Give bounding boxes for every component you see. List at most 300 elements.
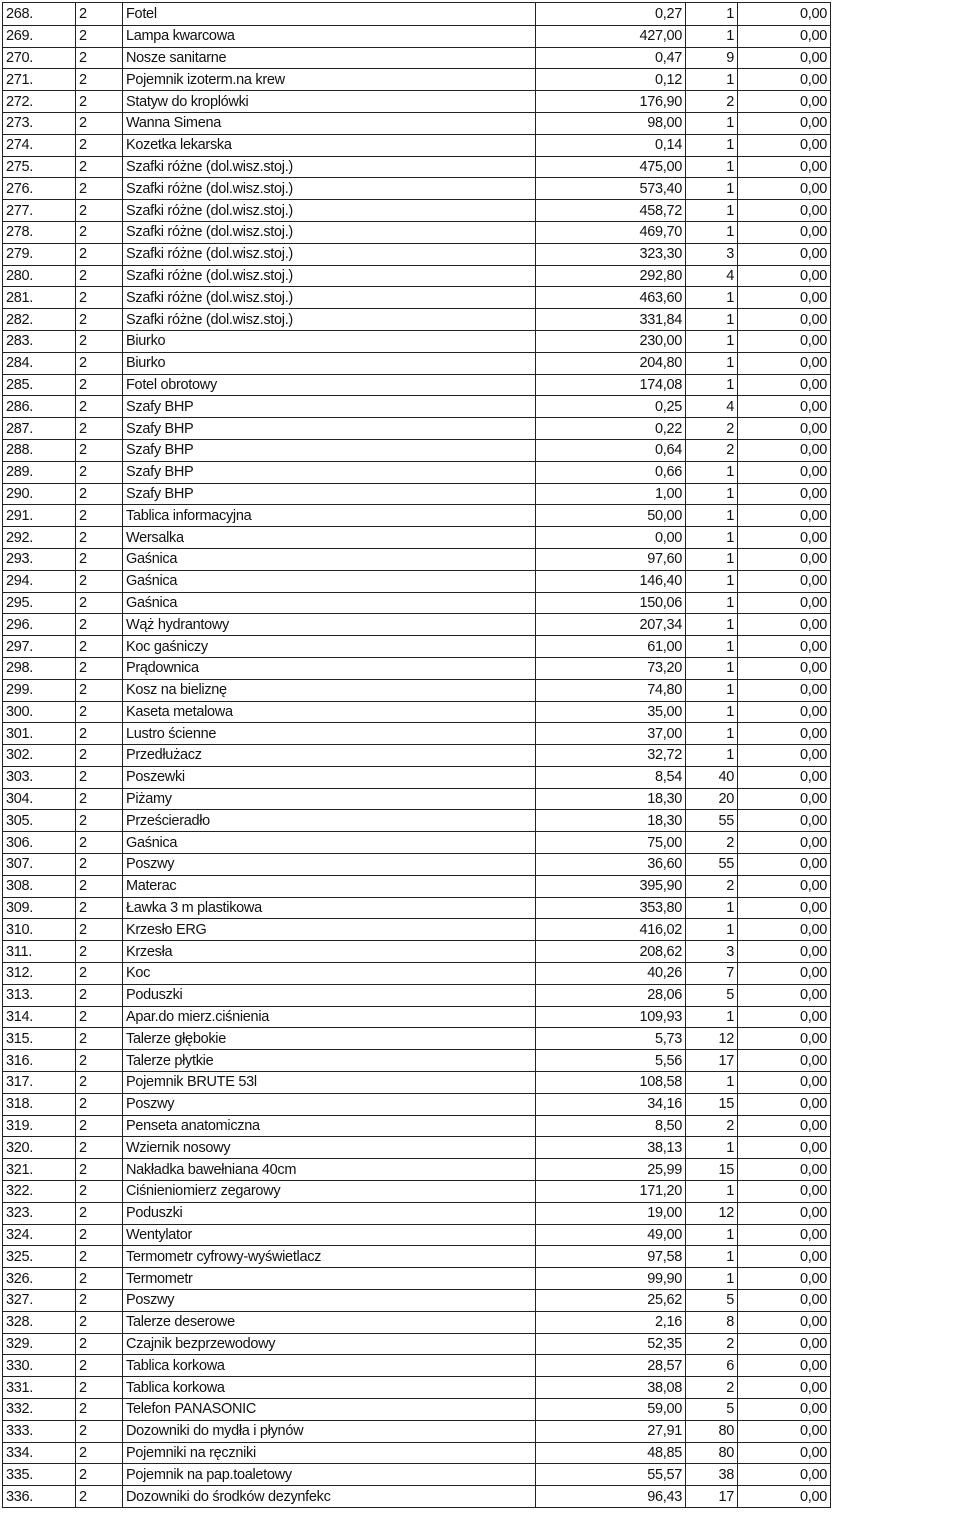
row-number-cell: 331. <box>3 1377 76 1399</box>
group-cell: 2 <box>76 1181 123 1203</box>
unit-value-cell: 59,00 <box>536 1399 686 1421</box>
total-value-cell: 0,00 <box>738 47 831 69</box>
total-value-cell: 0,00 <box>738 1224 831 1246</box>
item-name-cell: Tablica informacyjna <box>123 505 536 527</box>
unit-value-cell: 25,62 <box>536 1290 686 1312</box>
total-value-cell: 0,00 <box>738 1399 831 1421</box>
row-number-cell: 278. <box>3 221 76 243</box>
item-name-cell: Termometr <box>123 1268 536 1290</box>
row-number-cell: 306. <box>3 832 76 854</box>
group-cell: 2 <box>76 1028 123 1050</box>
quantity-cell: 1 <box>686 483 738 505</box>
row-number-cell: 330. <box>3 1355 76 1377</box>
total-value-cell: 0,00 <box>738 919 831 941</box>
item-name-cell: Talerze płytkie <box>123 1050 536 1072</box>
item-name-cell: Piżamy <box>123 788 536 810</box>
row-number-cell: 302. <box>3 745 76 767</box>
group-cell: 2 <box>76 1486 123 1508</box>
unit-value-cell: 8,50 <box>536 1115 686 1137</box>
unit-value-cell: 0,66 <box>536 461 686 483</box>
group-cell: 2 <box>76 1377 123 1399</box>
item-name-cell: Prądownica <box>123 657 536 679</box>
unit-value-cell: 176,90 <box>536 91 686 113</box>
item-name-cell: Nosze sanitarne <box>123 47 536 69</box>
table-row <box>3 309 831 331</box>
total-value-cell: 0,00 <box>738 1115 831 1137</box>
total-value-cell: 0,00 <box>738 832 831 854</box>
item-name-cell: Dozowniki do mydła i płynów <box>123 1420 536 1442</box>
unit-value-cell: 98,00 <box>536 112 686 134</box>
quantity-cell: 1 <box>686 309 738 331</box>
total-value-cell: 0,00 <box>738 112 831 134</box>
group-cell: 2 <box>76 1399 123 1421</box>
row-number-cell: 317. <box>3 1072 76 1094</box>
unit-value-cell: 19,00 <box>536 1202 686 1224</box>
unit-value-cell: 18,30 <box>536 788 686 810</box>
group-cell: 2 <box>76 570 123 592</box>
quantity-cell: 1 <box>686 636 738 658</box>
inventory-table <box>2 2 831 1508</box>
table-row <box>3 1137 831 1159</box>
group-cell: 2 <box>76 592 123 614</box>
group-cell: 2 <box>76 810 123 832</box>
row-number-cell: 301. <box>3 723 76 745</box>
total-value-cell: 0,00 <box>738 25 831 47</box>
quantity-cell: 15 <box>686 1093 738 1115</box>
quantity-cell: 1 <box>686 330 738 352</box>
group-cell: 2 <box>76 396 123 418</box>
quantity-cell: 1 <box>686 1137 738 1159</box>
unit-value-cell: 28,57 <box>536 1355 686 1377</box>
total-value-cell: 0,00 <box>738 657 831 679</box>
unit-value-cell: 427,00 <box>536 25 686 47</box>
group-cell: 2 <box>76 1093 123 1115</box>
table-row <box>3 69 831 91</box>
unit-value-cell: 292,80 <box>536 265 686 287</box>
item-name-cell: Gaśnica <box>123 592 536 614</box>
row-number-cell: 311. <box>3 941 76 963</box>
row-number-cell: 296. <box>3 614 76 636</box>
group-cell: 2 <box>76 1202 123 1224</box>
table-row <box>3 3 831 26</box>
total-value-cell: 0,00 <box>738 1333 831 1355</box>
unit-value-cell: 469,70 <box>536 221 686 243</box>
total-value-cell: 0,00 <box>738 1137 831 1159</box>
table-row <box>3 461 831 483</box>
item-name-cell: Prześcieradło <box>123 810 536 832</box>
item-name-cell: Termometr cyfrowy-wyświetlacz <box>123 1246 536 1268</box>
item-name-cell: Szafki różne (dol.wisz.stoj.) <box>123 200 536 222</box>
unit-value-cell: 74,80 <box>536 679 686 701</box>
unit-value-cell: 573,40 <box>536 178 686 200</box>
total-value-cell: 0,00 <box>738 592 831 614</box>
group-cell: 2 <box>76 1442 123 1464</box>
row-number-cell: 286. <box>3 396 76 418</box>
item-name-cell: Tablica korkowa <box>123 1377 536 1399</box>
row-number-cell: 290. <box>3 483 76 505</box>
table-row <box>3 1377 831 1399</box>
total-value-cell: 0,00 <box>738 1355 831 1377</box>
group-cell: 2 <box>76 221 123 243</box>
group-cell: 2 <box>76 418 123 440</box>
row-number-cell: 271. <box>3 69 76 91</box>
table-row <box>3 1311 831 1333</box>
quantity-cell: 1 <box>686 1246 738 1268</box>
group-cell: 2 <box>76 1050 123 1072</box>
item-name-cell: Statyw do kroplówki <box>123 91 536 113</box>
item-name-cell: Kaseta metalowa <box>123 701 536 723</box>
unit-value-cell: 0,47 <box>536 47 686 69</box>
table-row <box>3 1333 831 1355</box>
row-number-cell: 329. <box>3 1333 76 1355</box>
quantity-cell: 2 <box>686 1377 738 1399</box>
unit-value-cell: 331,84 <box>536 309 686 331</box>
unit-value-cell: 48,85 <box>536 1442 686 1464</box>
unit-value-cell: 0,00 <box>536 527 686 549</box>
group-cell: 2 <box>76 483 123 505</box>
total-value-cell: 0,00 <box>738 636 831 658</box>
total-value-cell: 0,00 <box>738 1377 831 1399</box>
item-name-cell: Poszewki <box>123 766 536 788</box>
quantity-cell: 1 <box>686 178 738 200</box>
row-number-cell: 275. <box>3 156 76 178</box>
total-value-cell: 0,00 <box>738 134 831 156</box>
item-name-cell: Lustro ścienne <box>123 723 536 745</box>
table-row <box>3 112 831 134</box>
table-row <box>3 1202 831 1224</box>
row-number-cell: 336. <box>3 1486 76 1508</box>
group-cell: 2 <box>76 897 123 919</box>
quantity-cell: 1 <box>686 745 738 767</box>
unit-value-cell: 34,16 <box>536 1093 686 1115</box>
quantity-cell: 5 <box>686 1290 738 1312</box>
group-cell: 2 <box>76 1420 123 1442</box>
total-value-cell: 0,00 <box>738 1006 831 1028</box>
total-value-cell: 0,00 <box>738 1246 831 1268</box>
unit-value-cell: 18,30 <box>536 810 686 832</box>
row-number-cell: 308. <box>3 875 76 897</box>
quantity-cell: 1 <box>686 352 738 374</box>
total-value-cell: 0,00 <box>738 1420 831 1442</box>
item-name-cell: Szafki różne (dol.wisz.stoj.) <box>123 287 536 309</box>
quantity-cell: 1 <box>686 1181 738 1203</box>
total-value-cell: 0,00 <box>738 1028 831 1050</box>
group-cell: 2 <box>76 1290 123 1312</box>
group-cell: 2 <box>76 505 123 527</box>
row-number-cell: 270. <box>3 47 76 69</box>
unit-value-cell: 1,00 <box>536 483 686 505</box>
unit-value-cell: 50,00 <box>536 505 686 527</box>
unit-value-cell: 109,93 <box>536 1006 686 1028</box>
item-name-cell: Czajnik bezprzewodowy <box>123 1333 536 1355</box>
row-number-cell: 273. <box>3 112 76 134</box>
unit-value-cell: 353,80 <box>536 897 686 919</box>
unit-value-cell: 40,26 <box>536 963 686 985</box>
group-cell: 2 <box>76 788 123 810</box>
group-cell: 2 <box>76 69 123 91</box>
quantity-cell: 5 <box>686 984 738 1006</box>
item-name-cell: Szafy BHP <box>123 483 536 505</box>
unit-value-cell: 0,12 <box>536 69 686 91</box>
unit-value-cell: 458,72 <box>536 200 686 222</box>
item-name-cell: Gaśnica <box>123 548 536 570</box>
unit-value-cell: 38,08 <box>536 1377 686 1399</box>
quantity-cell: 1 <box>686 461 738 483</box>
total-value-cell: 0,00 <box>738 178 831 200</box>
table-row <box>3 1181 831 1203</box>
row-number-cell: 319. <box>3 1115 76 1137</box>
row-number-cell: 305. <box>3 810 76 832</box>
total-value-cell: 0,00 <box>738 941 831 963</box>
row-number-cell: 280. <box>3 265 76 287</box>
quantity-cell: 1 <box>686 657 738 679</box>
row-number-cell: 274. <box>3 134 76 156</box>
table-row <box>3 788 831 810</box>
quantity-cell: 80 <box>686 1442 738 1464</box>
item-name-cell: Tablica korkowa <box>123 1355 536 1377</box>
quantity-cell: 1 <box>686 287 738 309</box>
table-row <box>3 657 831 679</box>
row-number-cell: 287. <box>3 418 76 440</box>
table-row <box>3 1464 831 1486</box>
quantity-cell: 1 <box>686 897 738 919</box>
item-name-cell: Szafy BHP <box>123 418 536 440</box>
quantity-cell: 1 <box>686 548 738 570</box>
item-name-cell: Fotel <box>123 3 536 26</box>
row-number-cell: 297. <box>3 636 76 658</box>
row-number-cell: 335. <box>3 1464 76 1486</box>
item-name-cell: Szafy BHP <box>123 439 536 461</box>
unit-value-cell: 174,08 <box>536 374 686 396</box>
row-number-cell: 294. <box>3 570 76 592</box>
quantity-cell: 1 <box>686 723 738 745</box>
table-row <box>3 221 831 243</box>
table-row <box>3 396 831 418</box>
table-row <box>3 1028 831 1050</box>
unit-value-cell: 5,56 <box>536 1050 686 1072</box>
row-number-cell: 309. <box>3 897 76 919</box>
item-name-cell: Poszwy <box>123 854 536 876</box>
row-number-cell: 326. <box>3 1268 76 1290</box>
item-name-cell: Wanna Simena <box>123 112 536 134</box>
unit-value-cell: 5,73 <box>536 1028 686 1050</box>
table-row <box>3 1486 831 1508</box>
item-name-cell: Wziernik nosowy <box>123 1137 536 1159</box>
unit-value-cell: 75,00 <box>536 832 686 854</box>
quantity-cell: 4 <box>686 396 738 418</box>
table-row <box>3 1442 831 1464</box>
table-row <box>3 1006 831 1028</box>
total-value-cell: 0,00 <box>738 679 831 701</box>
item-name-cell: Szafy BHP <box>123 461 536 483</box>
unit-value-cell: 0,64 <box>536 439 686 461</box>
group-cell: 2 <box>76 1311 123 1333</box>
total-value-cell: 0,00 <box>738 810 831 832</box>
quantity-cell: 2 <box>686 875 738 897</box>
row-number-cell: 283. <box>3 330 76 352</box>
item-name-cell: Krzesło ERG <box>123 919 536 941</box>
item-name-cell: Wąż hydrantowy <box>123 614 536 636</box>
quantity-cell: 1 <box>686 570 738 592</box>
total-value-cell: 0,00 <box>738 548 831 570</box>
group-cell: 2 <box>76 745 123 767</box>
row-number-cell: 295. <box>3 592 76 614</box>
row-number-cell: 327. <box>3 1290 76 1312</box>
unit-value-cell: 0,27 <box>536 3 686 26</box>
quantity-cell: 5 <box>686 1399 738 1421</box>
unit-value-cell: 25,99 <box>536 1159 686 1181</box>
unit-value-cell: 463,60 <box>536 287 686 309</box>
unit-value-cell: 108,58 <box>536 1072 686 1094</box>
row-number-cell: 324. <box>3 1224 76 1246</box>
total-value-cell: 0,00 <box>738 505 831 527</box>
quantity-cell: 40 <box>686 766 738 788</box>
total-value-cell: 0,00 <box>738 243 831 265</box>
row-number-cell: 289. <box>3 461 76 483</box>
table-row <box>3 178 831 200</box>
quantity-cell: 2 <box>686 1333 738 1355</box>
table-row <box>3 963 831 985</box>
table-row <box>3 1290 831 1312</box>
item-name-cell: Fotel obrotowy <box>123 374 536 396</box>
total-value-cell: 0,00 <box>738 1311 831 1333</box>
total-value-cell: 0,00 <box>738 766 831 788</box>
item-name-cell: Poduszki <box>123 1202 536 1224</box>
unit-value-cell: 0,22 <box>536 418 686 440</box>
row-number-cell: 279. <box>3 243 76 265</box>
total-value-cell: 0,00 <box>738 287 831 309</box>
table-row <box>3 243 831 265</box>
item-name-cell: Wentylator <box>123 1224 536 1246</box>
unit-value-cell: 208,62 <box>536 941 686 963</box>
total-value-cell: 0,00 <box>738 897 831 919</box>
quantity-cell: 2 <box>686 832 738 854</box>
total-value-cell: 0,00 <box>738 854 831 876</box>
group-cell: 2 <box>76 832 123 854</box>
total-value-cell: 0,00 <box>738 91 831 113</box>
total-value-cell: 0,00 <box>738 570 831 592</box>
group-cell: 2 <box>76 1268 123 1290</box>
item-name-cell: Szafki różne (dol.wisz.stoj.) <box>123 221 536 243</box>
row-number-cell: 300. <box>3 701 76 723</box>
quantity-cell: 1 <box>686 374 738 396</box>
group-cell: 2 <box>76 1333 123 1355</box>
quantity-cell: 1 <box>686 69 738 91</box>
quantity-cell: 1 <box>686 221 738 243</box>
group-cell: 2 <box>76 1137 123 1159</box>
item-name-cell: Talerze deserowe <box>123 1311 536 1333</box>
quantity-cell: 15 <box>686 1159 738 1181</box>
table-row <box>3 156 831 178</box>
unit-value-cell: 97,58 <box>536 1246 686 1268</box>
row-number-cell: 325. <box>3 1246 76 1268</box>
group-cell: 2 <box>76 1159 123 1181</box>
group-cell: 2 <box>76 178 123 200</box>
total-value-cell: 0,00 <box>738 439 831 461</box>
table-row <box>3 25 831 47</box>
group-cell: 2 <box>76 25 123 47</box>
total-value-cell: 0,00 <box>738 156 831 178</box>
unit-value-cell: 475,00 <box>536 156 686 178</box>
table-row <box>3 984 831 1006</box>
row-number-cell: 310. <box>3 919 76 941</box>
table-row <box>3 330 831 352</box>
group-cell: 2 <box>76 657 123 679</box>
total-value-cell: 0,00 <box>738 374 831 396</box>
row-number-cell: 293. <box>3 548 76 570</box>
item-name-cell: Koc gaśniczy <box>123 636 536 658</box>
item-name-cell: Przedłużacz <box>123 745 536 767</box>
group-cell: 2 <box>76 309 123 331</box>
group-cell: 2 <box>76 47 123 69</box>
group-cell: 2 <box>76 91 123 113</box>
table-row <box>3 636 831 658</box>
unit-value-cell: 36,60 <box>536 854 686 876</box>
table-row <box>3 745 831 767</box>
quantity-cell: 7 <box>686 963 738 985</box>
quantity-cell: 17 <box>686 1486 738 1508</box>
total-value-cell: 0,00 <box>738 723 831 745</box>
quantity-cell: 1 <box>686 134 738 156</box>
row-number-cell: 315. <box>3 1028 76 1050</box>
quantity-cell: 55 <box>686 810 738 832</box>
total-value-cell: 0,00 <box>738 1050 831 1072</box>
row-number-cell: 313. <box>3 984 76 1006</box>
total-value-cell: 0,00 <box>738 701 831 723</box>
quantity-cell: 1 <box>686 1224 738 1246</box>
row-number-cell: 321. <box>3 1159 76 1181</box>
row-number-cell: 328. <box>3 1311 76 1333</box>
total-value-cell: 0,00 <box>738 1072 831 1094</box>
row-number-cell: 303. <box>3 766 76 788</box>
row-number-cell: 282. <box>3 309 76 331</box>
group-cell: 2 <box>76 963 123 985</box>
unit-value-cell: 207,34 <box>536 614 686 636</box>
table-row <box>3 352 831 374</box>
total-value-cell: 0,00 <box>738 745 831 767</box>
table-row <box>3 134 831 156</box>
table-row <box>3 614 831 636</box>
table-row <box>3 701 831 723</box>
quantity-cell: 12 <box>686 1028 738 1050</box>
group-cell: 2 <box>76 1072 123 1094</box>
total-value-cell: 0,00 <box>738 1464 831 1486</box>
row-number-cell: 272. <box>3 91 76 113</box>
group-cell: 2 <box>76 352 123 374</box>
unit-value-cell: 97,60 <box>536 548 686 570</box>
unit-value-cell: 38,13 <box>536 1137 686 1159</box>
item-name-cell: Materac <box>123 875 536 897</box>
item-name-cell: Koc <box>123 963 536 985</box>
group-cell: 2 <box>76 636 123 658</box>
table-row <box>3 1050 831 1072</box>
row-number-cell: 292. <box>3 527 76 549</box>
quantity-cell: 1 <box>686 3 738 26</box>
quantity-cell: 1 <box>686 527 738 549</box>
row-number-cell: 268. <box>3 3 76 26</box>
total-value-cell: 0,00 <box>738 461 831 483</box>
quantity-cell: 20 <box>686 788 738 810</box>
group-cell: 2 <box>76 548 123 570</box>
item-name-cell: Ławka 3 m plastikowa <box>123 897 536 919</box>
unit-value-cell: 27,91 <box>536 1420 686 1442</box>
quantity-cell: 1 <box>686 1072 738 1094</box>
total-value-cell: 0,00 <box>738 309 831 331</box>
table-row <box>3 418 831 440</box>
unit-value-cell: 2,16 <box>536 1311 686 1333</box>
unit-value-cell: 8,54 <box>536 766 686 788</box>
unit-value-cell: 150,06 <box>536 592 686 614</box>
